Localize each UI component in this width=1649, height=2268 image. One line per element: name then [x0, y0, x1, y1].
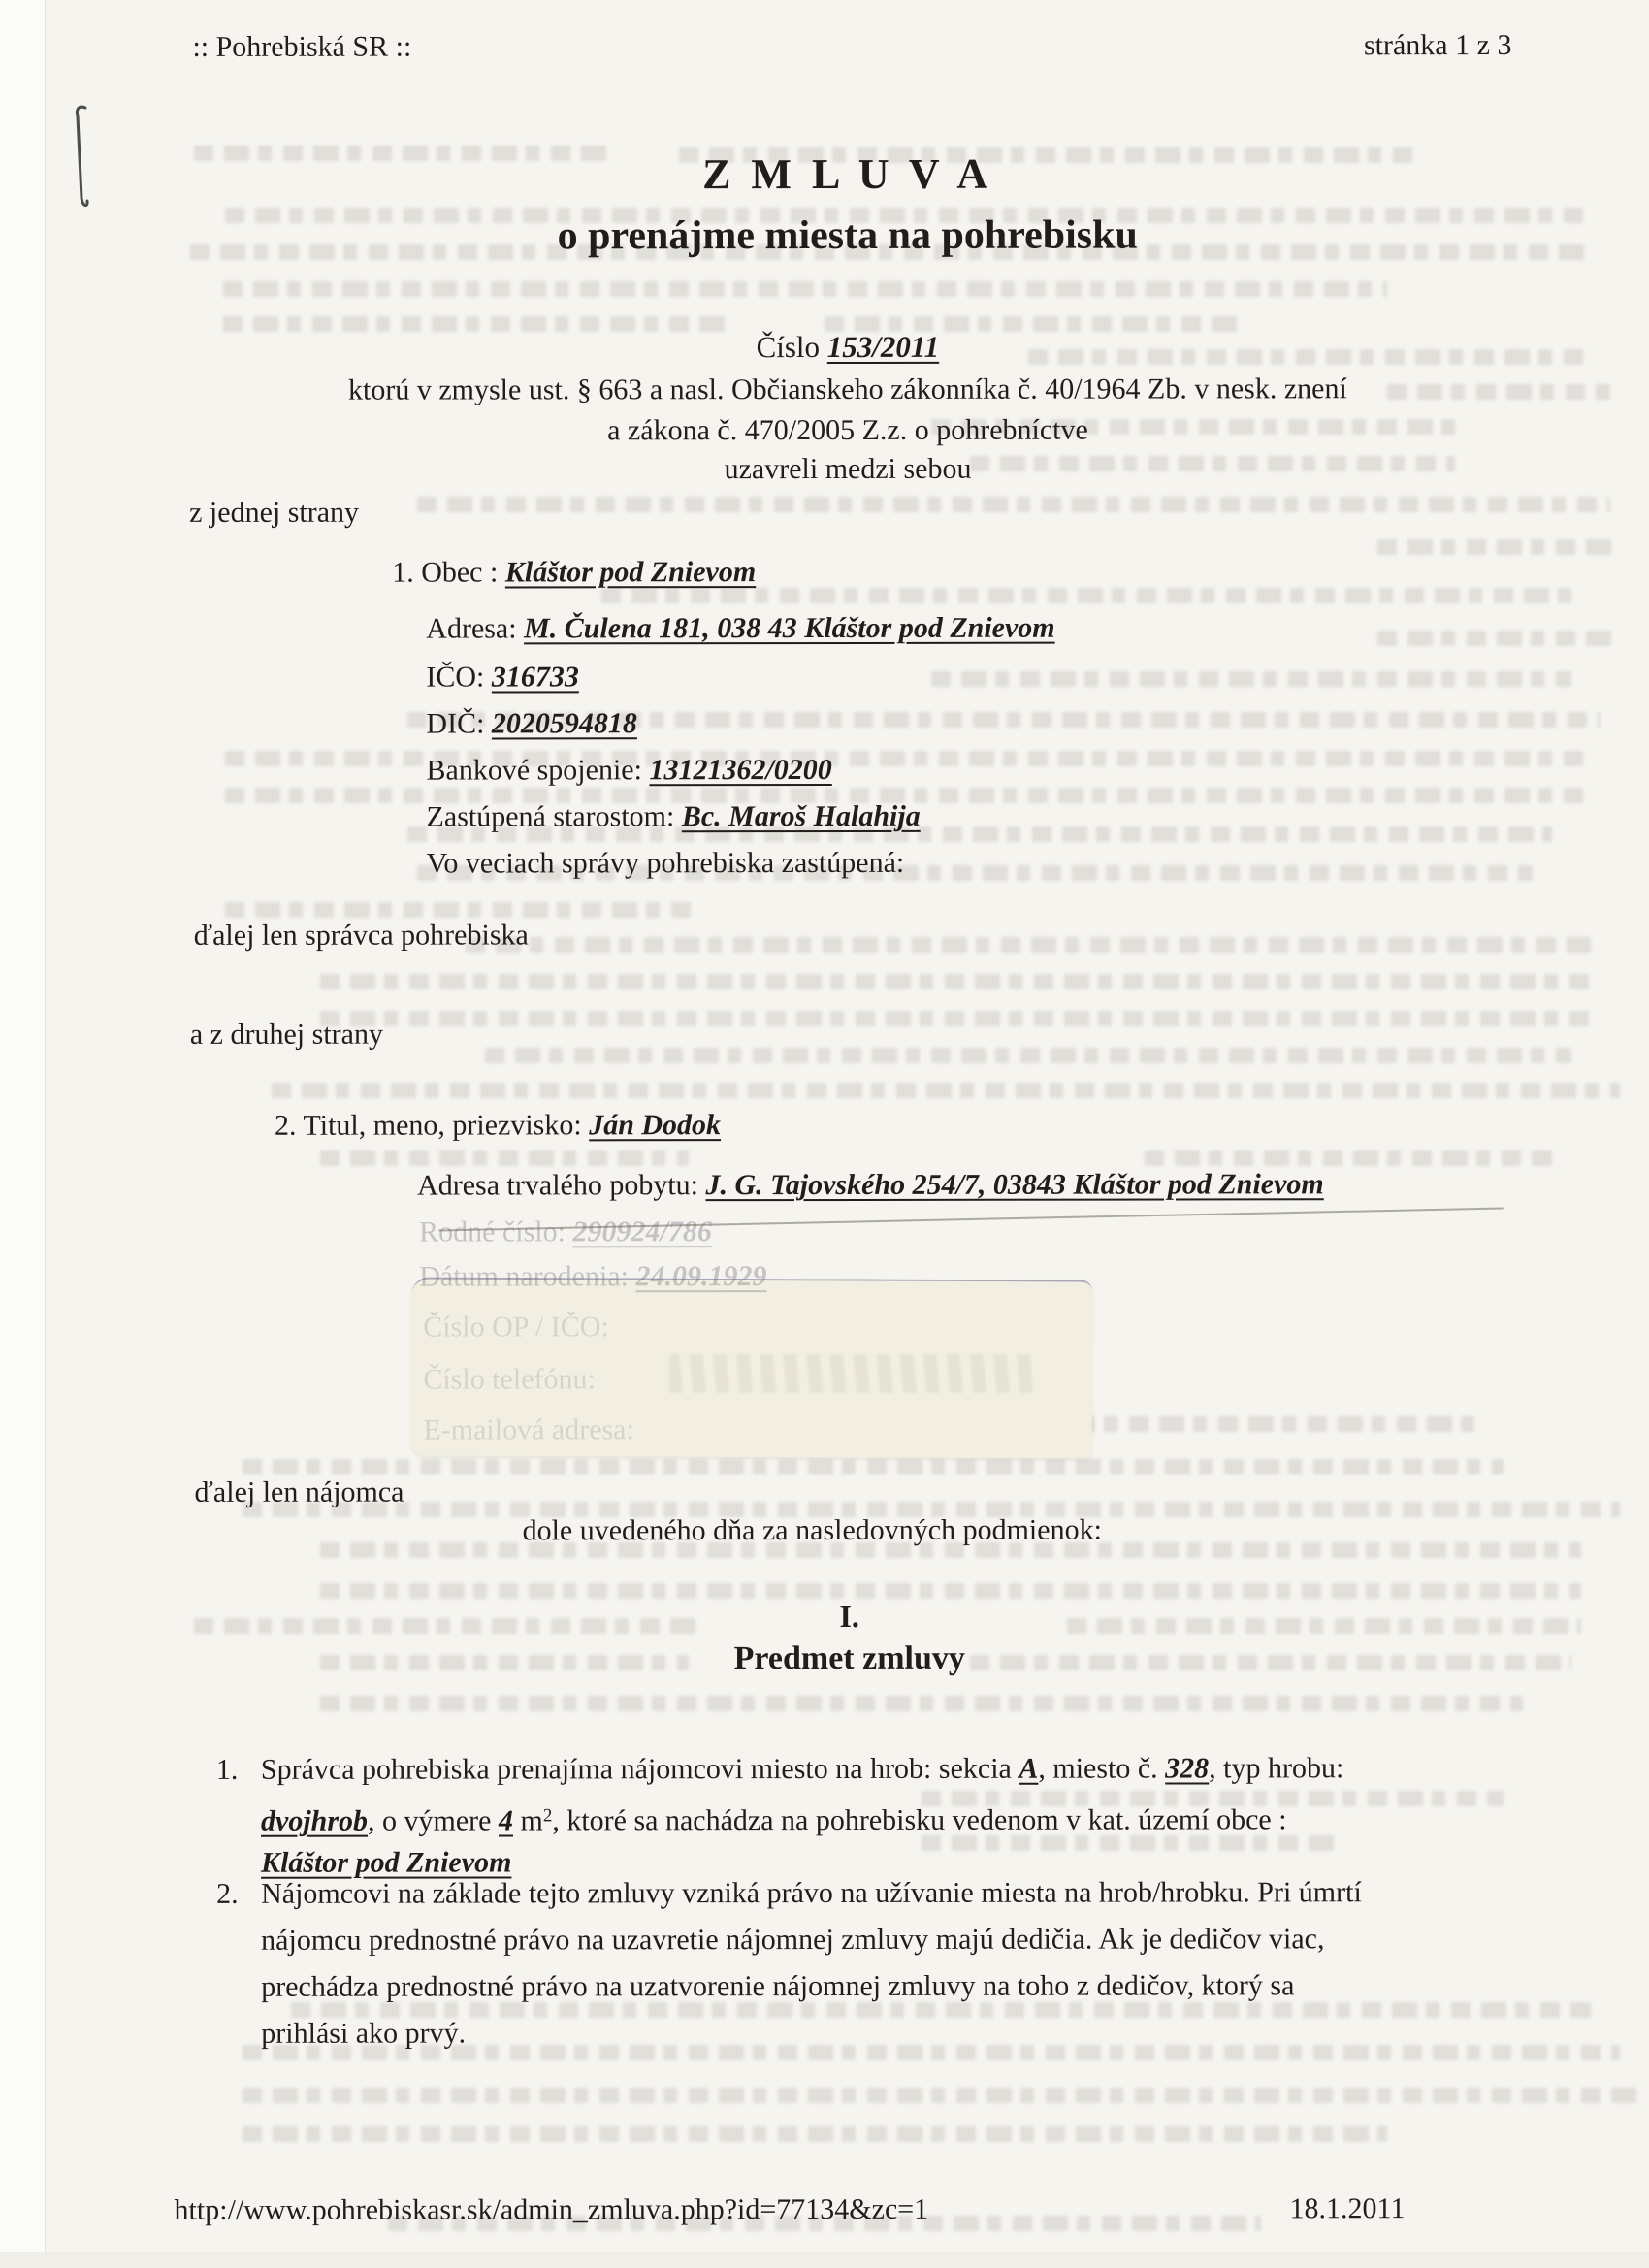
starosta-value: Bc. Maroš Halahija: [681, 799, 921, 833]
item1-vymera-value: 4: [498, 1804, 513, 1837]
page-number: stránka 1 z 3: [1363, 29, 1512, 62]
party1-obec-line: [392, 553, 756, 593]
dic-label: DIČ:: [426, 707, 492, 740]
party1-adresa-line: [426, 609, 1054, 649]
item2-line4: prihlási ako prvý.: [261, 2017, 467, 2050]
party2-name-value: Ján Dodok: [589, 1109, 722, 1142]
party2-number: 2.: [274, 1109, 297, 1142]
item1-miesto-value: 328: [1165, 1752, 1210, 1785]
item2-number: 2.: [216, 1877, 239, 1910]
party2-address-value: J. G. Tajovského 254/7, 03843 Kláštor pod Znievom: [705, 1168, 1324, 1202]
party1-starosta-line: [427, 797, 921, 837]
preamble-line-3: uzavreli medzi sebou: [724, 452, 972, 486]
contract-number-line: [43, 327, 1649, 368]
preamble-line-2: a zákona č. 470/2005 Z.z. o pohrebníctve: [607, 413, 1088, 447]
item1-l1-text2: , miesto č.: [1038, 1752, 1166, 1785]
adresa-value: M. Čulena 181, 038 43 Kláštor pod Znievom: [524, 611, 1055, 645]
item1-obec-value: Kláštor pod Znievom: [261, 1846, 512, 1879]
preamble-line-1: ktorú v zmysle ust. § 663 a nasl. Občianskeho zákonníka č. 40/1964 Zb. v nesk. znení: [347, 373, 1347, 406]
covered-telefon-line: Číslo telefónu:: [423, 1363, 596, 1396]
covered-email-line: E-mailová adresa:: [423, 1413, 634, 1446]
obec-value: Kláštor pod Znievom: [504, 556, 757, 589]
item1-typ-value: dvojhrob: [260, 1804, 369, 1837]
article-heading: Predmet zmluvy: [733, 1639, 965, 1677]
item1-unit-sup: 2: [542, 1805, 553, 1827]
covered-rodne-cislo-line: [419, 1213, 712, 1251]
party1-bank-line: [426, 751, 831, 791]
item1-line1: [261, 1749, 1343, 1790]
party2-intro: a z druhej strany: [189, 1018, 383, 1051]
item2-line2: nájomcu prednostné právo na uzavretie nájomnej zmluvy majú dedičia. Ak je dedičov viac,: [261, 1923, 1325, 1957]
closing-clause: dole uvedeného dňa za nasledovných podmienok:: [522, 1513, 1102, 1547]
site-name: :: Pohrebiská SR ::: [192, 30, 412, 63]
obec-label: Obec :: [421, 556, 505, 589]
article-numeral: I.: [839, 1598, 859, 1634]
datum-label: Dátum narodenia:: [419, 1260, 636, 1293]
footer-url: http://www.pohrebiskasr.sk/admin_zmluva.php?id=77134&zc=1: [174, 2192, 929, 2226]
bank-label: Bankové spojenie:: [426, 754, 650, 787]
item2-line1: Nájomcovi na základe tejto zmluvy vzniká právo na užívanie miesta na hrob/hrobku. Pri úmrtí: [261, 1876, 1362, 1910]
party1-outro: ďalej len správca pohrebiska: [193, 919, 529, 952]
contract-title: Z M L U V A: [702, 149, 993, 199]
item1-unit: m: [512, 1804, 543, 1837]
item1-line2: [261, 1796, 1287, 1840]
party1-dic-line: [426, 704, 637, 743]
item1-l1-text: Správca pohrebiska prenajíma nájomcovi miesto na hrob: sekcia: [260, 1752, 1019, 1786]
item1-l2-text: , o výmere: [367, 1804, 499, 1837]
item1-sekcia-value: A: [1018, 1752, 1039, 1785]
rodne-label: Rodné číslo:: [419, 1215, 573, 1248]
party1-ico-line: [426, 658, 579, 697]
item2-line3: prechádza prednostné právo na uzatvorenie nájomnej zmluvy na toho z dedičov, ktorý sa: [261, 1969, 1295, 2003]
party2-outro: ďalej len nájomca: [194, 1475, 404, 1508]
datum-value: 24.09.1929: [635, 1260, 767, 1293]
ico-value: 316733: [491, 661, 579, 694]
item1-number: 1.: [215, 1753, 239, 1786]
item1-l1-text3: , typ hrobu:: [1209, 1752, 1344, 1785]
party2-name-label: Titul, meno, priezvisko:: [303, 1109, 590, 1142]
adresa-label: Adresa:: [426, 612, 525, 645]
party1-number: 1.: [392, 556, 414, 589]
party2-address-label: Adresa trvalého pobytu:: [417, 1169, 706, 1202]
dic-value: 2020594818: [491, 707, 637, 740]
covered-datum-narodenia-line: [419, 1257, 766, 1297]
footer-date: 18.1.2011: [1289, 2192, 1406, 2225]
item1-l2-text2: , ktoré sa nachádza na pohrebisku vedenom v kat. území obce :: [552, 1803, 1287, 1837]
party1-sprava-line: Vo veciach správy pohrebiska zastúpená:: [426, 846, 905, 880]
party1-intro: z jednej strany: [189, 496, 360, 529]
contract-number-label: Číslo: [756, 329, 827, 365]
party2-name-line: [275, 1106, 721, 1146]
rodne-value: 290924/786: [572, 1215, 712, 1248]
covered-cislo-op-line: Číslo OP / IČO:: [423, 1311, 609, 1344]
party2-address-line: [417, 1165, 1324, 1205]
contract-subtitle: o prenájme miesta na pohrebisku: [557, 212, 1138, 259]
bank-value: 13121362/0200: [649, 753, 832, 787]
starosta-label: Zastúpená starostom:: [426, 800, 682, 833]
contract-number-value: 153/2011: [826, 329, 940, 364]
ico-label: IČO:: [426, 661, 492, 694]
